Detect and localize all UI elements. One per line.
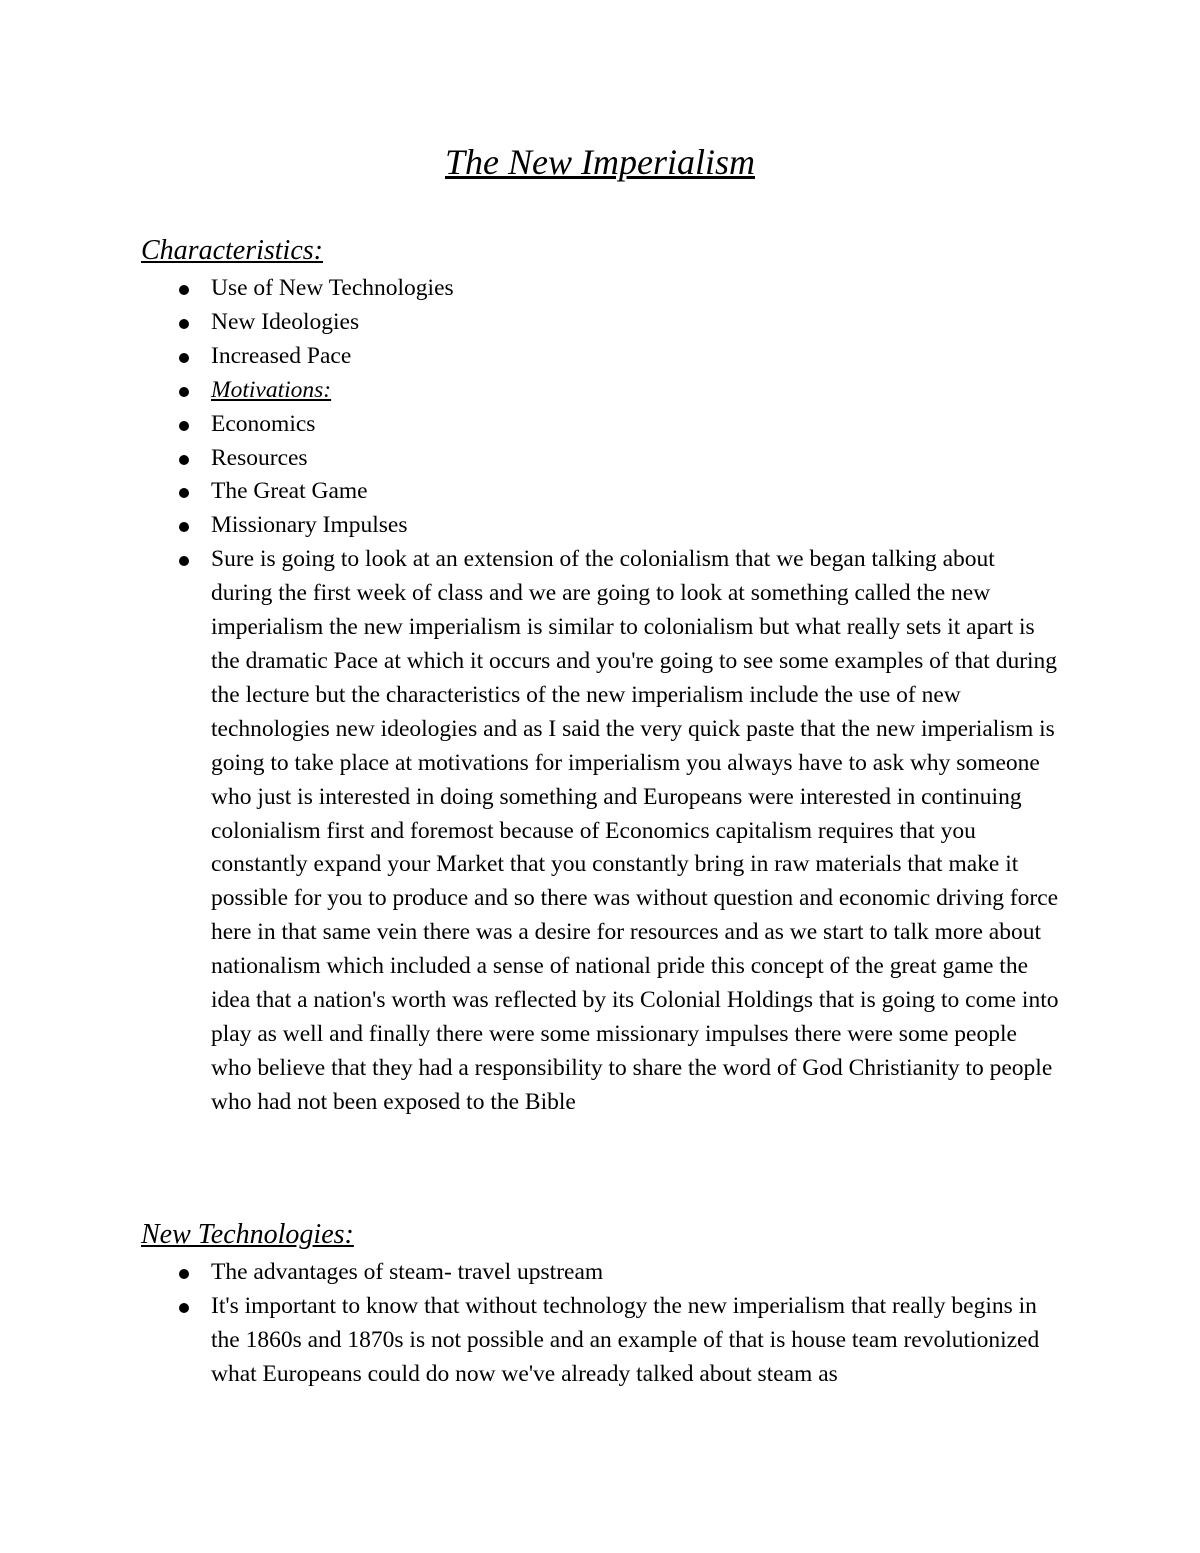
list-item: Missionary Impulses (0, 509, 1061, 543)
bullet-icon (179, 285, 189, 295)
list-item: Increased Pace (0, 340, 1061, 374)
section-heading-characteristics: Characteristics: (141, 235, 323, 266)
new-technologies-list (0, 1256, 1200, 1392)
bullet-icon (179, 319, 189, 329)
list-item-paragraph: Sure is going to look at an extension of the colonialism that we began talking about during the first week of class and we are going to look at something called the new imperialism the new imperialism is similar to colonialism but what really sets it apart is the dramatic Pace at which it occurs and you're going to see some examples of that during the lecture but the characteristics of the new imperialism include the use of new technologies new ideologies and as I said the very quick paste that the new imperialism is going to take place at motivations for imperialism you always have to ask why someone who just is interested in doing something and Europeans were interested in continuing colonialism first and foremost because of Economics capitalism requires that you constantly expand your Market that you constantly bring in raw materials that make it possible for you to produce and so there was without question and economic driving force here in that same vein there was a desire for resources and as we start to talk more about nationalism which included a sense of national pride this concept of the great game the idea that a nation's worth was reflected by its Colonial Holdings that is going to come into play as well and finally there were some missionary impulses there were some people who believe that they had a responsibility to share the word of God Christianity to people who had not been exposed to the Bible (0, 543, 1061, 1119)
characteristics-list (0, 272, 1200, 1120)
bullet-icon (179, 1303, 189, 1313)
bullet-icon (179, 455, 189, 465)
bullet-icon (179, 522, 189, 532)
bullet-icon (179, 353, 189, 363)
bullet-icon (179, 556, 189, 566)
section-heading-new-technologies: New Technologies: (141, 1219, 354, 1250)
list-item-paragraph: It's important to know that without technology the new imperialism that really begins in the 1860s and 1870s is not possible and an example of that is house team revolutionized what Europeans could do now we've already talked about steam as (0, 1290, 1061, 1392)
list-item: Economics (0, 408, 1061, 442)
list-item: New Ideologies (0, 306, 1061, 340)
list-item: Resources (0, 442, 1061, 476)
bullet-icon (179, 488, 189, 498)
document-title: The New Imperialism (445, 142, 755, 182)
list-item: The Great Game (0, 475, 1061, 509)
list-item-motivations: Motivations: (0, 374, 1061, 408)
bullet-icon (179, 387, 189, 397)
bullet-icon (179, 1269, 189, 1279)
list-item: Use of New Technologies (0, 272, 1061, 306)
list-item: The advantages of steam- travel upstream (0, 1256, 1061, 1290)
bullet-icon (179, 421, 189, 431)
